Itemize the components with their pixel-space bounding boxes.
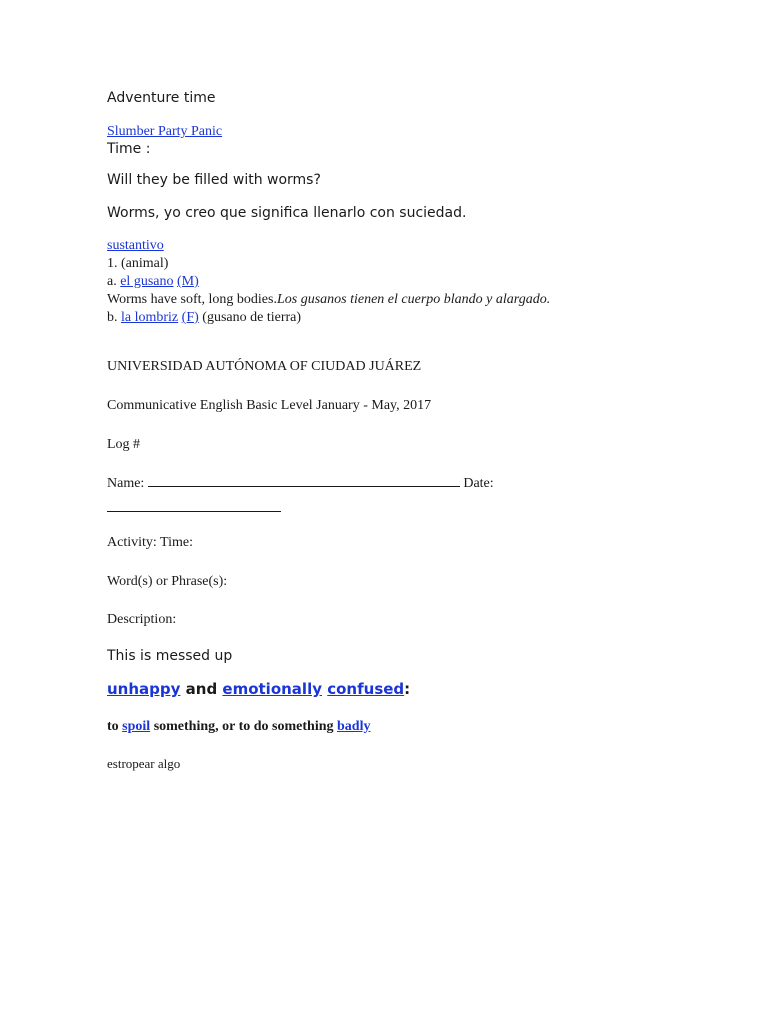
- spoil-link[interactable]: spoil: [122, 719, 151, 734]
- definition-one-and: and: [180, 680, 223, 698]
- badly-link[interactable]: badly: [337, 719, 371, 734]
- activity-time-label: Activity: Time:: [107, 535, 193, 550]
- messed-up-text: This is messed up: [107, 648, 233, 664]
- definition-one-colon: :: [404, 680, 411, 698]
- date-label: Date:: [459, 476, 494, 491]
- course-name: Communicative English Basic Level January - May, 2017: [107, 398, 432, 413]
- translation-a-prefix: a.: [107, 274, 121, 289]
- name-date-row: [107, 476, 494, 492]
- worms-note: Worms, yo creo que significa llenarlo con suciedad.: [107, 205, 467, 221]
- words-phrases-label: Word(s) or Phrase(s):: [107, 574, 228, 589]
- definition-two: [107, 719, 370, 735]
- definition-two-middle: something, or to do something: [150, 719, 337, 734]
- document-title: Adventure time: [107, 90, 216, 106]
- example-english: Worms have soft, long bodies.: [107, 292, 277, 307]
- part-of-speech-link[interactable]: sustantivo: [107, 238, 164, 253]
- name-label: Name:: [107, 476, 148, 491]
- translation-b-gender-link[interactable]: (F): [181, 310, 199, 325]
- university-name: UNIVERSIDAD AUTÓNOMA OF CIUDAD JUÁREZ: [107, 359, 422, 374]
- confused-link[interactable]: confused: [327, 680, 405, 698]
- example-spanish: Los gusanos tienen el cuerpo blando y alargado.: [276, 292, 551, 307]
- translation-b-prefix: b.: [107, 310, 121, 325]
- translation-b-word-link[interactable]: la lombriz: [121, 310, 179, 325]
- unhappy-link[interactable]: unhappy: [107, 680, 181, 698]
- translation-a: [107, 274, 199, 290]
- definition-two-to: to: [107, 719, 123, 734]
- log-number-label: Log #: [107, 437, 141, 452]
- translation-a-word-link[interactable]: el gusano: [120, 274, 174, 289]
- question-text: Will they be filled with worms?: [107, 172, 321, 188]
- translation-a-gender-link[interactable]: (M): [176, 274, 199, 289]
- translation-b: [107, 310, 301, 326]
- date-blank-line: [107, 511, 281, 512]
- sense-number: 1. (animal): [107, 256, 169, 271]
- emotionally-link[interactable]: emotionally: [222, 680, 322, 698]
- example-sentence: [107, 292, 550, 308]
- spanish-translation: estropear algo: [107, 756, 181, 771]
- episode-link[interactable]: Slumber Party Panic: [107, 124, 223, 139]
- definition-one: [107, 680, 410, 698]
- name-blank-line: [148, 485, 460, 487]
- description-label: Description:: [107, 612, 177, 627]
- translation-b-note: (gusano de tierra): [198, 310, 302, 325]
- time-label: Time :: [107, 141, 151, 157]
